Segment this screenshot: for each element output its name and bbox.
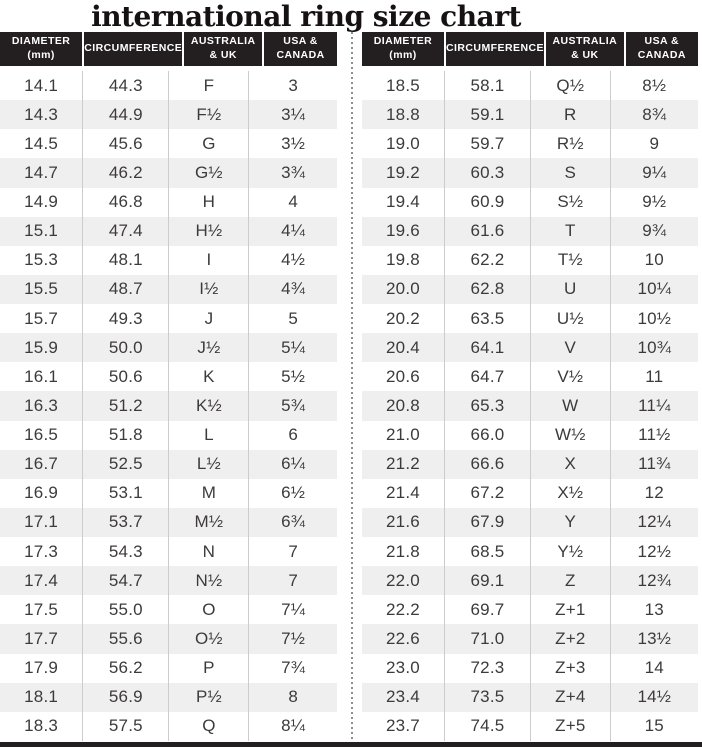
table-cell: H [168, 188, 248, 217]
table-row [362, 275, 698, 304]
table-cell: M½ [168, 508, 248, 537]
table-cell: F½ [168, 100, 248, 129]
table-cell: 22.0 [386, 570, 420, 590]
table-row [362, 421, 698, 450]
table-cell: 11¼ [610, 391, 698, 420]
table-cell: Z+2 [530, 624, 610, 653]
table-cell: 14.3 [24, 104, 59, 124]
table-cell: 8¼ [248, 712, 337, 741]
table-cell: K½ [168, 391, 248, 420]
table-cell: L½ [168, 450, 248, 479]
table-cell: 47.4 [82, 217, 168, 246]
table-cell: 58.1 [444, 71, 530, 100]
table-cell: 16.7 [24, 454, 59, 474]
table-cell: 17.5 [24, 599, 59, 619]
table-row [362, 479, 698, 508]
table-cell: 48.1 [82, 246, 168, 275]
table-cell: 18.3 [24, 716, 59, 736]
ring-size-table-right [362, 32, 698, 747]
table-cell: 21.6 [386, 512, 420, 532]
table-cell: Z+5 [530, 712, 610, 741]
table-cell: 19.0 [386, 133, 420, 153]
table-cell: 19.4 [386, 192, 420, 212]
table-cell: N [168, 537, 248, 566]
table-cell: 21.2 [386, 454, 420, 474]
table-cell: 11½ [610, 421, 698, 450]
table-cell: 14.5 [24, 133, 59, 153]
table-cell: 5¼ [248, 333, 337, 362]
table-cell: 21.8 [386, 541, 420, 561]
table-cell: 16.5 [24, 425, 59, 445]
table-cell: 60.3 [444, 158, 530, 187]
table-cell: 17.3 [24, 541, 59, 561]
table-cell: 6¼ [248, 450, 337, 479]
table-row [362, 712, 698, 741]
dotted-divider [351, 32, 353, 747]
chart-body [0, 32, 702, 747]
table-cell: 17.1 [24, 512, 59, 532]
table-cell: S [530, 158, 610, 187]
table-cell: 17.7 [24, 628, 59, 648]
table-cell: 54.3 [82, 537, 168, 566]
table-cell: 11 [610, 362, 698, 391]
table-cell: 9 [610, 129, 698, 158]
table-cell: 16.1 [24, 366, 59, 386]
table-cell: W [530, 391, 610, 420]
table-cell: 56.2 [82, 654, 168, 683]
table-cell: O½ [168, 624, 248, 653]
table-cell: 56.9 [82, 683, 168, 712]
table-cell: Q½ [530, 71, 610, 100]
table-cell: 3 [248, 71, 337, 100]
table-cell: T [530, 217, 610, 246]
table-cell: 6 [248, 421, 337, 450]
table-cell: 21.4 [386, 483, 420, 503]
table-cell: 63.5 [444, 304, 530, 333]
table-cell: 16.9 [24, 483, 59, 503]
table-row [362, 129, 698, 158]
table-cell: Z+3 [530, 654, 610, 683]
table-cell: 20.6 [386, 366, 420, 386]
table-cell: U [530, 275, 610, 304]
table-row [362, 362, 698, 391]
table-cell: 19.6 [386, 221, 420, 241]
table-cell: 4¼ [248, 217, 337, 246]
table-cell: 14½ [610, 683, 698, 712]
table-cell: 66.0 [444, 421, 530, 450]
column-header: DIAMETER (mm) [11, 35, 71, 61]
table-cell: 8 [248, 683, 337, 712]
table-cell: M [168, 479, 248, 508]
table-cell: 4 [248, 188, 337, 217]
table-cell: 51.8 [82, 421, 168, 450]
table-cell: 3½ [248, 129, 337, 158]
table-cell: 20.0 [386, 279, 420, 299]
table-row [0, 654, 337, 683]
table-cell: 50.6 [82, 362, 168, 391]
table-row [0, 304, 337, 333]
table-row [0, 333, 337, 362]
table-cell: 67.2 [444, 479, 530, 508]
table-cell: 59.7 [444, 129, 530, 158]
table-cell: 68.5 [444, 537, 530, 566]
table-row [362, 654, 698, 683]
table-row [0, 246, 337, 275]
table-cell: 9¼ [610, 158, 698, 187]
table-cell: 60.9 [444, 188, 530, 217]
page-title: international ring size chart [91, 0, 521, 33]
table-body [362, 71, 698, 741]
column-header: CIRCUMFERENCE [444, 32, 544, 66]
table-row [0, 100, 337, 129]
column-header: AUSTRALIA & UK [544, 32, 624, 66]
table-cell: 12¾ [610, 566, 698, 595]
table-cell: P [168, 654, 248, 683]
table-row [362, 246, 698, 275]
table-cell: K [168, 362, 248, 391]
table-cell: 54.7 [82, 566, 168, 595]
table-cell: 17.4 [24, 570, 59, 590]
table-cell: Y [530, 508, 610, 537]
table-cell: 21.0 [386, 425, 420, 445]
table-cell: 13½ [610, 624, 698, 653]
table-cell: Z [530, 566, 610, 595]
table-cell: I [168, 246, 248, 275]
column-header: AUSTRALIA & UK [182, 32, 262, 66]
table-cell: 6½ [248, 479, 337, 508]
table-cell: 71.0 [444, 624, 530, 653]
table-cell: I½ [168, 275, 248, 304]
table-cell: 22.2 [386, 599, 420, 619]
table-cell: X½ [530, 479, 610, 508]
table-cell: 14.1 [24, 75, 59, 95]
table-cell: 15.9 [24, 337, 59, 357]
table-cell: 19.2 [386, 162, 420, 182]
right-margin [698, 32, 702, 747]
table-row [0, 479, 337, 508]
table-cell: 57.5 [82, 712, 168, 741]
table-cell: 15 [610, 712, 698, 741]
table-cell: Z+4 [530, 683, 610, 712]
table-row [362, 508, 698, 537]
bottom-bar [0, 742, 702, 747]
table-cell: 46.8 [82, 188, 168, 217]
table-row [362, 391, 698, 420]
table-cell: 10½ [610, 304, 698, 333]
table-cell: 61.6 [444, 217, 530, 246]
table-cell: 4¾ [248, 275, 337, 304]
table-cell: 49.3 [82, 304, 168, 333]
table-cell: U½ [530, 304, 610, 333]
table-cell: 69.7 [444, 595, 530, 624]
table-row [362, 188, 698, 217]
column-header: USA & CANADA [262, 32, 337, 66]
table-row [362, 595, 698, 624]
table-cell: 17.9 [24, 658, 59, 678]
table-cell: 51.2 [82, 391, 168, 420]
table-cell: 13 [610, 595, 698, 624]
table-cell: 15.3 [24, 250, 59, 270]
table-cell: 19.8 [386, 250, 420, 270]
table-cell: 7¾ [248, 654, 337, 683]
table-cell: 7¼ [248, 595, 337, 624]
table-cell: L [168, 421, 248, 450]
table-cell: 14 [610, 654, 698, 683]
table-cell: 64.7 [444, 362, 530, 391]
table-row [0, 683, 337, 712]
table-cell: V½ [530, 362, 610, 391]
table-cell: 18.1 [24, 687, 59, 707]
table-cell: 9¾ [610, 217, 698, 246]
table-row [362, 566, 698, 595]
table-header-row [362, 32, 698, 66]
table-cell: 20.8 [386, 395, 420, 415]
table-cell: 12 [610, 479, 698, 508]
table-row [362, 100, 698, 129]
table-cell: 20.2 [386, 308, 420, 328]
table-cell: 55.6 [82, 624, 168, 653]
table-cell: R [530, 100, 610, 129]
table-cell: 23.4 [386, 687, 420, 707]
table-row [362, 71, 698, 100]
table-cell: J [168, 304, 248, 333]
table-cell: 52.5 [82, 450, 168, 479]
table-cell: F [168, 71, 248, 100]
table-cell: 6¾ [248, 508, 337, 537]
table-cell: 7 [248, 566, 337, 595]
table-row [0, 421, 337, 450]
table-cell: 7 [248, 537, 337, 566]
table-cell: 73.5 [444, 683, 530, 712]
table-cell: 53.7 [82, 508, 168, 537]
table-cell: 4½ [248, 246, 337, 275]
table-cell: 12½ [610, 537, 698, 566]
table-row [0, 595, 337, 624]
table-cell: 18.5 [386, 75, 420, 95]
table-cell: 5 [248, 304, 337, 333]
table-cell: N½ [168, 566, 248, 595]
table-cell: 48.7 [82, 275, 168, 304]
table-cell: 14.9 [24, 192, 59, 212]
table-cell: 15.1 [24, 221, 59, 241]
table-cell: 10 [610, 246, 698, 275]
table-row [362, 450, 698, 479]
table-row [0, 158, 337, 187]
table-cell: H½ [168, 217, 248, 246]
table-cell: 14.7 [24, 162, 59, 182]
table-row [362, 333, 698, 362]
table-cell: 69.1 [444, 566, 530, 595]
table-cell: 18.8 [386, 104, 420, 124]
table-cell: J½ [168, 333, 248, 362]
table-row [0, 537, 337, 566]
table-cell: 66.6 [444, 450, 530, 479]
table-cell: 44.9 [82, 100, 168, 129]
table-cell: 53.1 [82, 479, 168, 508]
column-header: CIRCUMFERENCE [82, 32, 182, 66]
ring-size-table-left [0, 32, 337, 747]
table-cell: 67.9 [444, 508, 530, 537]
table-cell: Q [168, 712, 248, 741]
table-cell: 59.1 [444, 100, 530, 129]
table-cell: 10¼ [610, 275, 698, 304]
table-row [362, 537, 698, 566]
table-cell: 74.5 [444, 712, 530, 741]
table-cell: Y½ [530, 537, 610, 566]
table-cell: 12¼ [610, 508, 698, 537]
table-row [0, 712, 337, 741]
table-row [362, 158, 698, 187]
table-cell: 3¼ [248, 100, 337, 129]
table-cell: Z+1 [530, 595, 610, 624]
table-cell: 15.7 [24, 308, 59, 328]
table-cell: S½ [530, 188, 610, 217]
table-cell: 3¾ [248, 158, 337, 187]
table-cell: 23.7 [386, 716, 420, 736]
table-row [0, 129, 337, 158]
table-cell: 5¾ [248, 391, 337, 420]
table-cell: 55.0 [82, 595, 168, 624]
table-gap [337, 32, 362, 747]
table-row [362, 217, 698, 246]
table-header-row [0, 32, 337, 66]
table-row [362, 624, 698, 653]
table-cell: P½ [168, 683, 248, 712]
table-cell: O [168, 595, 248, 624]
table-cell: 22.6 [386, 628, 420, 648]
table-cell: 46.2 [82, 158, 168, 187]
table-row [0, 217, 337, 246]
column-header: USA & CANADA [624, 32, 698, 66]
table-body [0, 71, 337, 741]
table-row [0, 391, 337, 420]
column-header: DIAMETER (mm) [373, 35, 433, 61]
table-cell: 64.1 [444, 333, 530, 362]
table-cell: 11¾ [610, 450, 698, 479]
table-cell: 7½ [248, 624, 337, 653]
table-cell: 44.3 [82, 71, 168, 100]
table-cell: 15.5 [24, 279, 59, 299]
table-cell: 16.3 [24, 395, 59, 415]
table-row [362, 304, 698, 333]
table-cell: X [530, 450, 610, 479]
table-cell: V [530, 333, 610, 362]
table-row [0, 188, 337, 217]
table-cell: G [168, 129, 248, 158]
table-cell: 8¾ [610, 100, 698, 129]
table-cell: 72.3 [444, 654, 530, 683]
table-row [0, 450, 337, 479]
table-cell: 62.8 [444, 275, 530, 304]
table-cell: R½ [530, 129, 610, 158]
table-cell: T½ [530, 246, 610, 275]
table-cell: 5½ [248, 362, 337, 391]
table-cell: 8½ [610, 71, 698, 100]
table-cell: 50.0 [82, 333, 168, 362]
table-row [0, 275, 337, 304]
table-cell: 10¾ [610, 333, 698, 362]
table-row [0, 566, 337, 595]
table-row [362, 683, 698, 712]
table-cell: G½ [168, 158, 248, 187]
table-cell: 45.6 [82, 129, 168, 158]
table-cell: W½ [530, 421, 610, 450]
table-row [0, 71, 337, 100]
table-row [0, 624, 337, 653]
table-cell: 23.0 [386, 658, 420, 678]
table-cell: 62.2 [444, 246, 530, 275]
table-cell: 65.3 [444, 391, 530, 420]
table-row [0, 362, 337, 391]
table-row [0, 508, 337, 537]
table-cell: 9½ [610, 188, 698, 217]
table-cell: 20.4 [386, 337, 420, 357]
